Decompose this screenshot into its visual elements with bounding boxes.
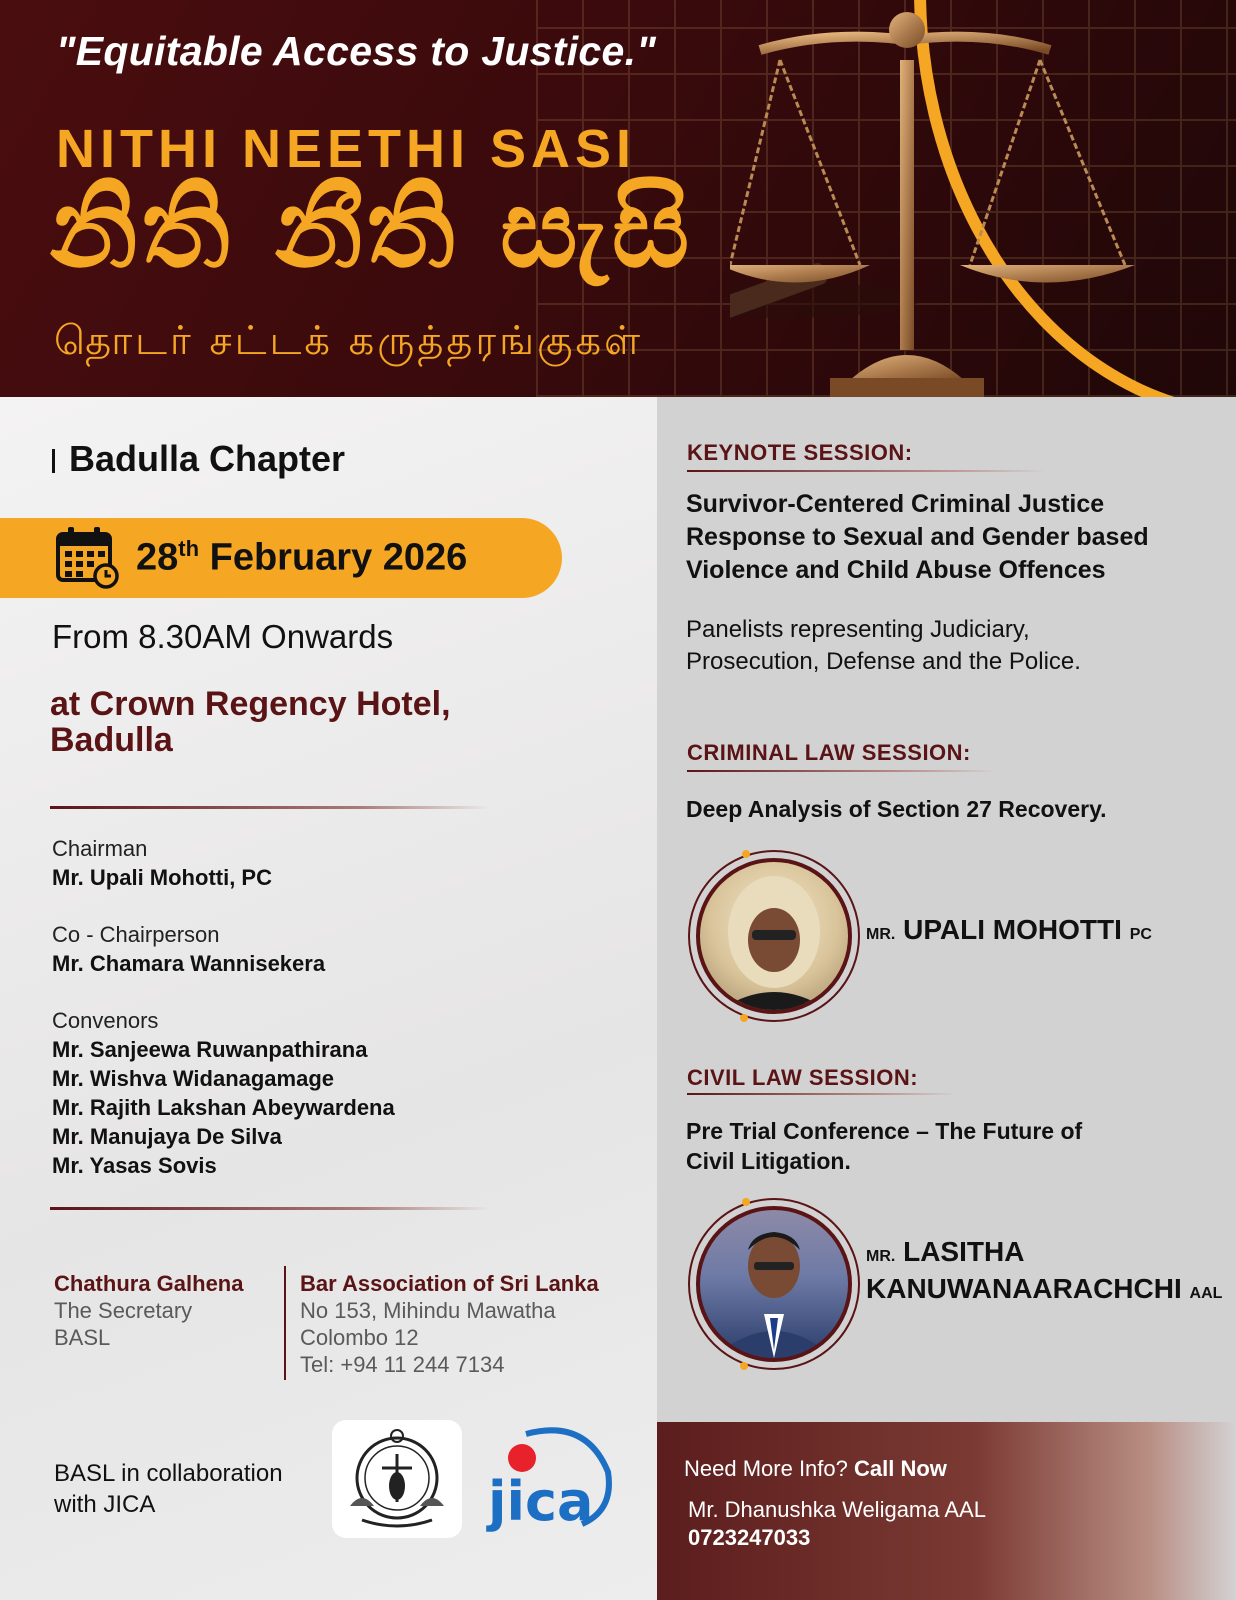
ring-dot <box>742 850 750 858</box>
convenor-name: Mr. Yasas Sovis <box>52 1153 217 1178</box>
scales-of-justice-icon <box>730 0 1190 397</box>
cochair-role: Co - Chairperson <box>52 922 220 947</box>
event-time: From 8.30AM Onwards <box>52 618 394 655</box>
venue-line-2: Badulla <box>50 721 173 759</box>
title-tamil: தொடர் சட்டக் கருத்தரங்குகள் <box>54 318 644 364</box>
collaboration-line-1: BASL in collaboration <box>54 1460 283 1487</box>
date-suffix: th <box>178 536 200 561</box>
date-day: 28 <box>136 536 179 579</box>
speaker-name-line-2: KANUWANAARACHCHI <box>866 1273 1182 1304</box>
convenor-name: Mr. Rajith Lakshan Abeywardena <box>52 1095 395 1120</box>
secretary-name: Chathura Galhena <box>54 1271 244 1296</box>
contact-name: Mr. Dhanushka Weligama AAL <box>688 1497 986 1522</box>
speaker-name-criminal <box>866 914 1152 951</box>
keynote-title-line: Violence and Child Abuse Offences <box>686 556 1106 584</box>
chapter-label: Badulla Chapter <box>69 438 346 479</box>
civil-topic-line: Civil Litigation. <box>686 1148 851 1174</box>
vertical-separator <box>284 1266 286 1380</box>
basl-logo <box>332 1420 462 1538</box>
date-month-year: February 2026 <box>209 536 468 579</box>
heading-underline <box>687 1093 957 1095</box>
speaker-prefix: MR. <box>866 926 896 943</box>
venue-line-1: at Crown Regency Hotel, <box>50 685 451 723</box>
organization-name: Bar Association of Sri Lanka <box>300 1271 599 1296</box>
collaboration-text <box>54 1458 283 1520</box>
speaker-suffix: PC <box>1129 926 1152 943</box>
chairman-role: Chairman <box>52 836 148 861</box>
keynote-description-line: Prosecution, Defense and the Police. <box>686 648 1081 675</box>
title-english: NITHI NEETHI SASI <box>56 119 637 179</box>
civil-law-heading: CIVIL LAW SESSION: <box>687 1065 919 1090</box>
keynote-heading: KEYNOTE SESSION: <box>687 440 913 465</box>
keynote-title <box>686 488 1206 587</box>
ring-dot <box>740 1014 748 1022</box>
ring-dot <box>742 1198 750 1206</box>
contact-phone[interactable]: 0723247033 <box>688 1525 811 1550</box>
speaker-name: UPALI MOHOTTI <box>903 914 1122 945</box>
criminal-law-topic: Deep Analysis of Section 27 Recovery. <box>686 796 1107 822</box>
officials-list <box>52 834 612 1180</box>
info-question: Need More Info? <box>684 1456 848 1481</box>
keynote-title-line: Response to Sexual and Gender based <box>686 523 1149 551</box>
jica-emblem-icon <box>486 1420 622 1538</box>
keynote-title-line: Survivor-Centered Criminal Justice <box>686 490 1105 518</box>
speaker-name-line-1: LASITHA <box>903 1236 1025 1267</box>
keynote-description-line: Panelists representing Judiciary, <box>686 616 1030 643</box>
keynote-description <box>686 614 1206 678</box>
chapter-heading <box>52 438 345 480</box>
info-call-now: Call Now <box>854 1456 947 1481</box>
slogan: "Equitable Access to Justice." <box>56 28 657 74</box>
cochair-name: Mr. Chamara Wannisekera <box>52 951 326 976</box>
speaker-suffix: AAL <box>1189 1285 1223 1302</box>
heading-underline <box>687 770 997 772</box>
calendar-icon <box>54 524 120 590</box>
civil-topic-line: Pre Trial Conference – The Future of <box>686 1118 1083 1144</box>
secretary-org: BASL <box>54 1325 111 1350</box>
convenor-name: Mr. Manujaya De Silva <box>52 1124 282 1149</box>
jica-wordmark: jica <box>488 1470 594 1533</box>
convenor-name: Mr. Wishva Widanagamage <box>52 1066 335 1091</box>
divider <box>50 1207 490 1210</box>
info-heading <box>684 1456 947 1482</box>
speaker-photo-upali-mohotti <box>696 858 852 1014</box>
address-line-2: Colombo 12 <box>300 1325 419 1350</box>
secretary-title: The Secretary <box>54 1298 193 1323</box>
divider <box>50 806 490 809</box>
civil-law-topic <box>686 1116 1166 1176</box>
speaker-prefix: MR. <box>866 1248 896 1265</box>
convenor-name: Mr. Sanjeewa Ruwanpathirana <box>52 1037 368 1062</box>
event-venue <box>50 686 610 758</box>
address-line-1: No 153, Mihindu Mawatha <box>300 1298 556 1323</box>
chapter-bar <box>52 449 55 473</box>
speaker-name-civil <box>866 1236 1222 1310</box>
header-banner <box>0 0 1236 397</box>
speaker-photo-lasitha-kanuwanaarachchi <box>696 1206 852 1362</box>
basl-emblem-icon <box>332 1420 462 1538</box>
jica-logo <box>486 1420 622 1538</box>
secretary-block <box>54 1270 243 1351</box>
heading-underline <box>687 470 1047 472</box>
convenors-role: Convenors <box>52 1008 159 1033</box>
person-portrait-icon <box>700 1210 848 1358</box>
ring-dot <box>740 1362 748 1370</box>
title-sinhala: නිති නීති සැසි <box>50 167 694 292</box>
organization-address-block <box>300 1270 599 1378</box>
event-date <box>136 536 467 580</box>
telephone: Tel: +94 11 244 7134 <box>300 1352 505 1377</box>
criminal-law-heading: CRIMINAL LAW SESSION: <box>687 740 971 765</box>
collaboration-line-2: with JICA <box>54 1491 156 1518</box>
chairman-name: Mr. Upali Mohotti, PC <box>52 865 272 890</box>
person-portrait-icon <box>700 862 848 1010</box>
